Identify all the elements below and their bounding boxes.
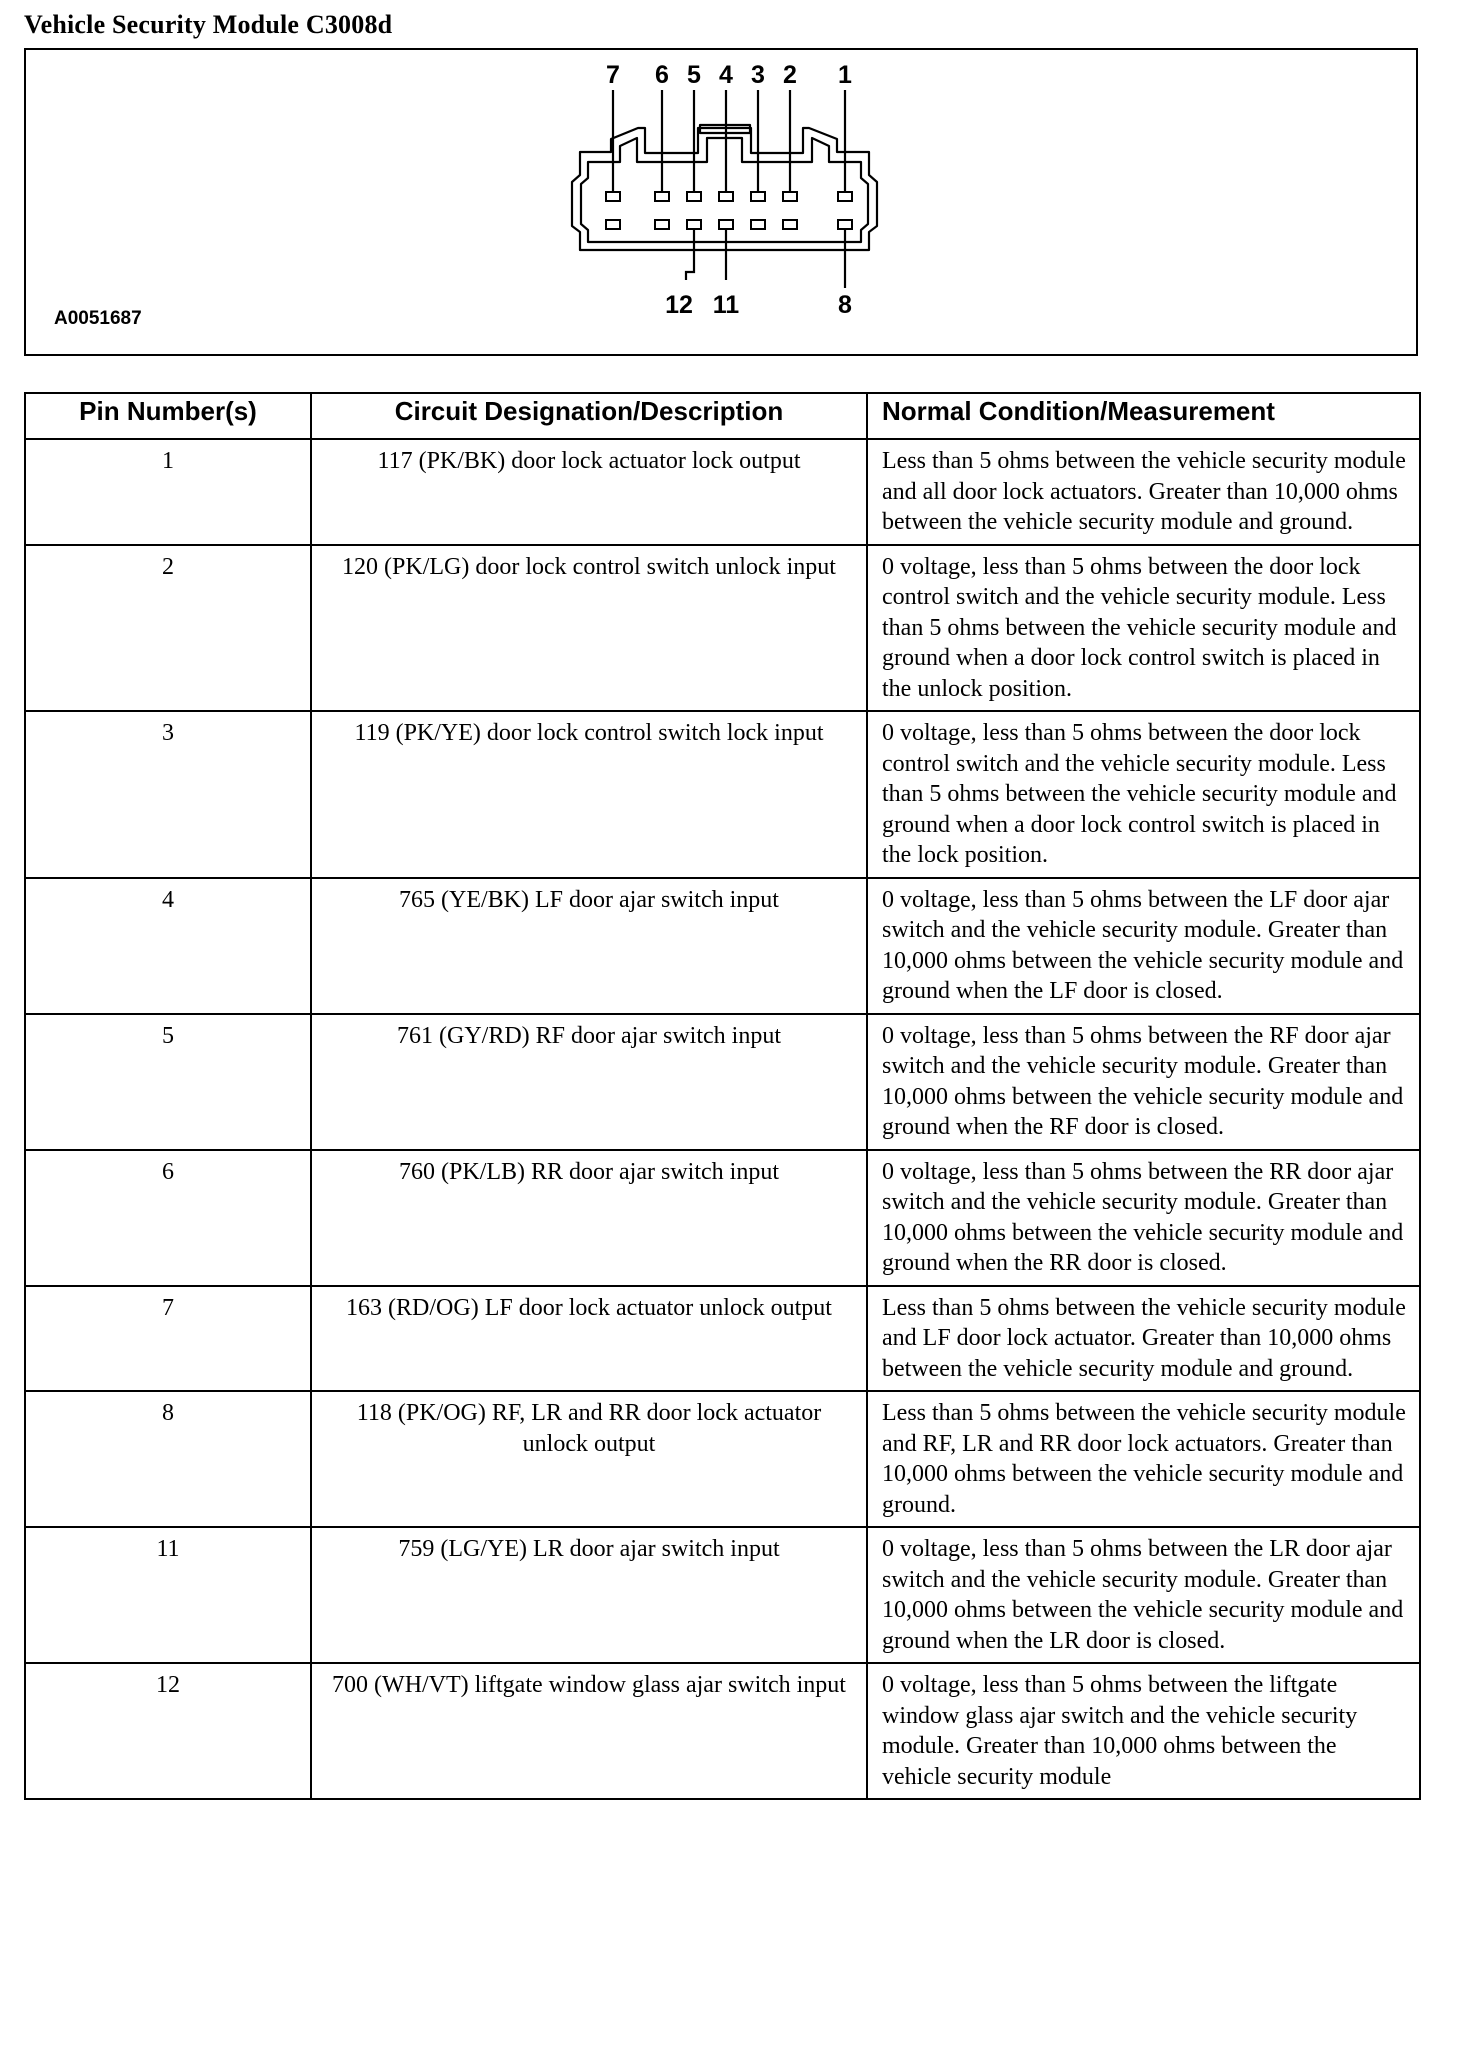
measurement-cell: Less than 5 ohms between the vehicle security module and RF, LR and RR door lock actuators. Greater than 10,000 ohms between the vehicle security module and ground. <box>867 1391 1420 1527</box>
pin-label-top-6: 6 <box>655 61 669 89</box>
pin-label-top-2: 2 <box>783 61 797 89</box>
measurement-cell: 0 voltage, less than 5 ohms between the door lock control switch and the vehicle security module. Less than 5 ohms between the vehicle security module and ground when a door lock control switch is placed in the unlock position. <box>867 545 1420 712</box>
table-row <box>25 545 1420 712</box>
table-header-row <box>25 393 1420 439</box>
measurement-cell: 0 voltage, less than 5 ohms between the RF door ajar switch and the vehicle security module. Greater than 10,000 ohms between the vehicle security module and ground when the RF door is closed. <box>867 1014 1420 1150</box>
page-title: Vehicle Security Module C3008d <box>24 10 393 39</box>
measurement-cell: 0 voltage, less than 5 ohms between the LF door ajar switch and the vehicle security module. Greater than 10,000 ohms between the vehicle security module and ground when the LF door is closed. <box>867 878 1420 1014</box>
circuit-cell: 759 (LG/YE) LR door ajar switch input <box>311 1527 867 1663</box>
pin-number-cell: 2 <box>25 545 311 712</box>
circuit-cell: 760 (PK/LB) RR door ajar switch input <box>311 1150 867 1286</box>
pin-number-cell: 6 <box>25 1150 311 1286</box>
pin-number-cell: 5 <box>25 1014 311 1150</box>
table-row <box>25 711 1420 878</box>
figure-id: A0051687 <box>54 308 142 329</box>
pin-number-cell: 7 <box>25 1286 311 1392</box>
connector-diagram <box>24 48 1418 356</box>
measurement-cell: 0 voltage, less than 5 ohms between the door lock control switch and the vehicle security module. Less than 5 ohms between the vehicle security module and ground when a door lock control switch is placed in the lock position. <box>867 711 1420 878</box>
measurement-cell: Less than 5 ohms between the vehicle security module and LF door lock actuator. Greater than 10,000 ohms between the vehicle security module and ground. <box>867 1286 1420 1392</box>
pin-table <box>24 392 1421 1800</box>
circuit-cell: 163 (RD/OG) LF door lock actuator unlock output <box>311 1286 867 1392</box>
pin-number-cell: 8 <box>25 1391 311 1527</box>
connector-face-illustration <box>26 50 1420 358</box>
measurement-cell: 0 voltage, less than 5 ohms between the RR door ajar switch and the vehicle security module. Greater than 10,000 ohms between the vehicle security module and ground when the RR door is closed. <box>867 1150 1420 1286</box>
table-row <box>25 439 1420 545</box>
pin-number-cell: 11 <box>25 1527 311 1663</box>
header-pin-numbers: Pin Number(s) <box>25 393 311 439</box>
table-row <box>25 1391 1420 1527</box>
circuit-cell: 118 (PK/OG) RF, LR and RR door lock actuator unlock output <box>311 1391 867 1527</box>
table-row <box>25 1014 1420 1150</box>
measurement-cell: 0 voltage, less than 5 ohms between the liftgate window glass ajar switch and the vehicle security module. Greater than 10,000 ohms between the vehicle security module <box>867 1663 1420 1799</box>
pin-label-bottom-8: 8 <box>838 291 852 319</box>
circuit-cell: 117 (PK/BK) door lock actuator lock output <box>311 439 867 545</box>
table-row <box>25 1150 1420 1286</box>
pin-label-top-3: 3 <box>751 61 765 89</box>
pin-number-cell: 4 <box>25 878 311 1014</box>
circuit-cell: 765 (YE/BK) LF door ajar switch input <box>311 878 867 1014</box>
circuit-cell: 119 (PK/YE) door lock control switch lock input <box>311 711 867 878</box>
table-row <box>25 1286 1420 1392</box>
pin-number-cell: 1 <box>25 439 311 545</box>
pin-number-cell: 12 <box>25 1663 311 1799</box>
circuit-cell: 700 (WH/VT) liftgate window glass ajar switch input <box>311 1663 867 1799</box>
header-circuit-designation: Circuit Designation/Description <box>311 393 867 439</box>
pin-label-bottom-11: 11 <box>712 291 740 319</box>
pin-label-top-5: 5 <box>687 61 701 89</box>
pin-number-cell: 3 <box>25 711 311 878</box>
measurement-cell: Less than 5 ohms between the vehicle security module and all door lock actuators. Greater than 10,000 ohms between the vehicle security module and ground. <box>867 439 1420 545</box>
table-row <box>25 878 1420 1014</box>
pin-label-top-1: 1 <box>838 61 852 89</box>
pin-label-top-7: 7 <box>606 61 620 89</box>
table-row <box>25 1663 1420 1799</box>
measurement-cell: 0 voltage, less than 5 ohms between the LR door ajar switch and the vehicle security module. Greater than 10,000 ohms between the vehicle security module and ground when the LR door is closed. <box>867 1527 1420 1663</box>
circuit-cell: 761 (GY/RD) RF door ajar switch input <box>311 1014 867 1150</box>
circuit-cell: 120 (PK/LG) door lock control switch unlock input <box>311 545 867 712</box>
pin-label-top-4: 4 <box>719 61 733 89</box>
table-row <box>25 1527 1420 1663</box>
pin-label-bottom-12: 12 <box>665 291 693 319</box>
header-normal-condition: Normal Condition/Measurement <box>867 393 1420 439</box>
